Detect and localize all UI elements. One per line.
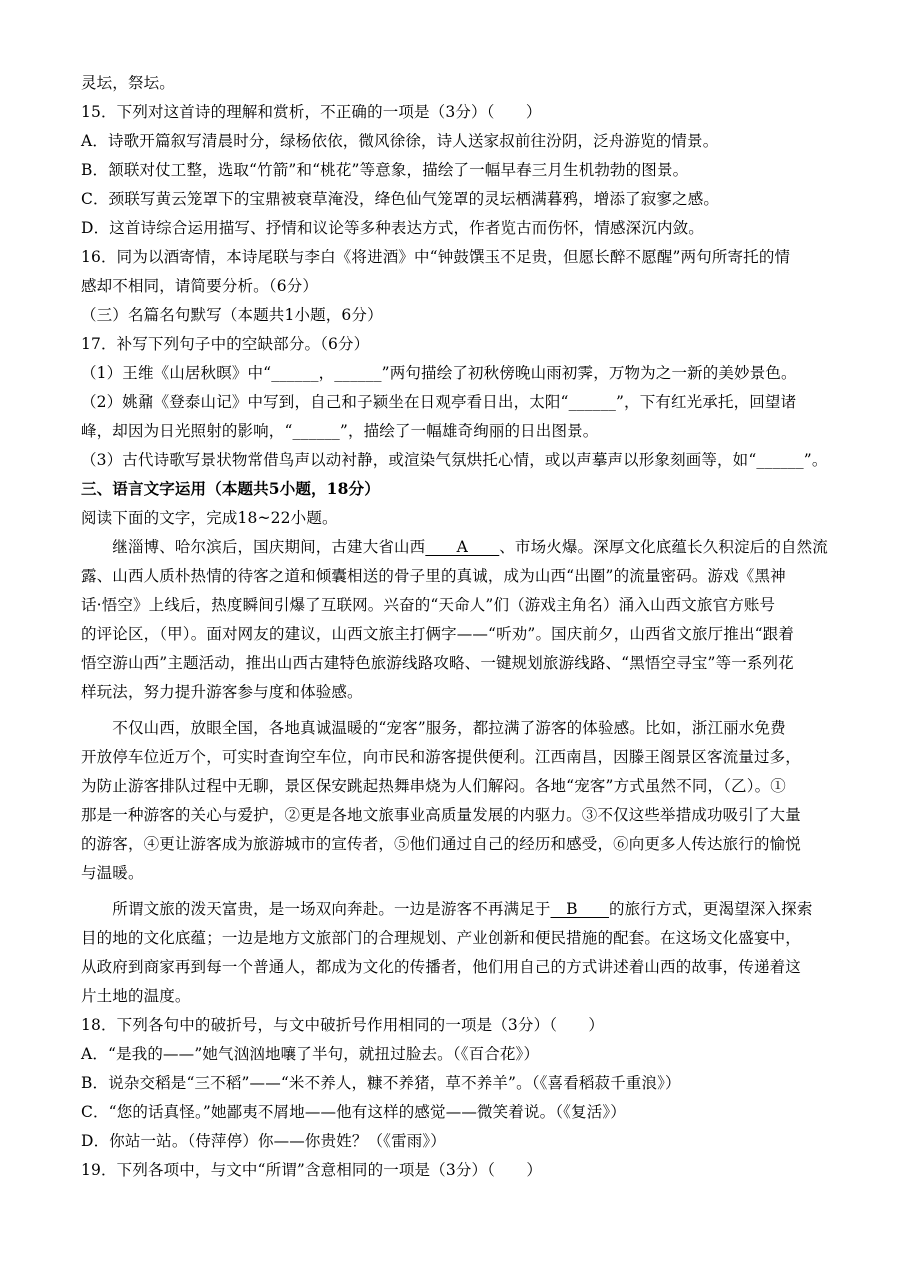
passage-line: 那是一种游客的关心与爱护，②更是各地文旅事业高质量发展的内驱力。③不仅这些举措成功吸引了大量 <box>81 806 801 824</box>
question-18-option-b: B．说杂交稻是“三不稻”——“米不养人，糠不养猪，草不养羊”。（《喜看稻菽千重浪》） <box>81 1074 681 1092</box>
question-17-item-1: （1）王维《山居秋暝》中“______，______”两句描绘了初秋傍晚山雨初霁，万物为之一新的美妙景色。 <box>81 364 797 382</box>
question-16-stem-cont: 感却不相同，请简要分析。（6分） <box>81 277 319 295</box>
passage-line: 话·悟空》上线后，热度瞬间引爆了互联网。兴奋的“天命人”们（游戏主角名）涌入山西文旅官方账号 <box>81 596 776 614</box>
passage-text: 、市场火爆。深厚文化底蕴长久积淀后的自然流 <box>499 538 828 556</box>
passage-line: 样玩法，努力提升游客参与度和体验感。 <box>81 683 363 701</box>
passage-line: 开放停车位近万个，可实时查询空车位，向市民和游客提供便利。江西南昌，因滕王阁景区客流量过多， <box>81 748 801 766</box>
passage-line: 不仅山西，放眼全国，各地真诚温暖的“宠客”服务，都拉满了游客的体验感。比如，浙江丽水免费 <box>81 719 786 737</box>
question-18-option-c: C．“您的话真怪。”她鄙夷不屑地——他有这样的感觉——微笑着说。（《复活》） <box>81 1103 626 1121</box>
section-heading-recitation: （三）名篇名句默写（本题共1小题，6分） <box>81 306 383 324</box>
passage-line: 的评论区，（甲）。面对网友的建议，山西文旅主打俩字——“听劝”。国庆前夕，山西省文旅厅推出“跟着 <box>81 625 794 643</box>
passage-text: 的旅行方式，更渴望深入探索 <box>609 900 813 918</box>
passage-line: 悟空游山西”主题活动，推出山西古建特色旅游线路攻略、一键规划旅游线路、“黑悟空寻宝”等一系列花 <box>81 654 794 672</box>
passage-line: 片土地的温度。 <box>81 987 191 1005</box>
question-18-stem: 18．下列各句中的破折号，与文中破折号作用相同的一项是（3分）（ ） <box>81 1016 605 1034</box>
question-17-item-2-cont: 峰，却因为日光照射的影响，“______”，描绘了一幅雄奇绚丽的日出图景。 <box>81 422 599 440</box>
question-15-option-c: C．颈联写黄云笼罩下的宝鼎被衰草淹没，绛色仙气笼罩的灵坛栖满暮鸦，增添了寂寥之感。 <box>81 190 720 208</box>
question-19-stem: 19．下列各项中，与文中“所谓”含意相同的一项是（3分）（ ） <box>81 1161 542 1179</box>
section-heading-language: 三、语言文字运用（本题共5小题，18分） <box>81 479 380 498</box>
passage-line: 与温暖。 <box>81 864 144 882</box>
passage-text: 继淄博、哈尔滨后，国庆期间，古建大省山西 <box>81 538 426 556</box>
question-17-item-3: （3）古代诗歌写景状物常借鸟声以动衬静，或渲染气氛烘托心情，或以声摹声以形象刻画等，如“______”。 <box>81 451 828 469</box>
passage-line: 从政府到商家再到每一个普通人，都成为文化的传播者，他们用自己的方式讲述着山西的故事，传递着这 <box>81 958 801 976</box>
question-16-stem: 16．同为以酒寄情，本诗尾联与李白《将进酒》中“钟鼓馔玉不足贵，但愿长醉不愿醒”两句所寄托的情 <box>81 248 791 266</box>
passage-text: 所谓文旅的泼天富贵，是一场双向奔赴。一边是游客不再满足于 <box>81 900 551 918</box>
blank-b: B <box>550 900 610 918</box>
blank-a: A <box>425 538 500 556</box>
annotation-line: 灵坛，祭坛。 <box>81 74 175 92</box>
question-17-item-2: （2）姚鼐《登泰山记》中写到，自己和子颍坐在日观亭看日出，太阳“______”，下有红光承托，回望诸 <box>81 393 797 411</box>
reading-instruction: 阅读下面的文字，完成18~22小题。 <box>81 509 338 527</box>
question-15-option-d: D．这首诗综合运用描写、抒情和议论等多种表达方式，作者览古而伤怀，情感深沉内敛。 <box>81 219 704 237</box>
question-18-option-a: A．“是我的——”她气汹汹地嚷了半句，就扭过脸去。（《百合花》） <box>81 1045 540 1063</box>
question-18-option-d: D．你站一站。（侍萍停）你——你贵姓？（《雷雨》） <box>81 1132 446 1150</box>
passage-line: 为防止游客排队过程中无聊，景区保安跳起热舞串烧为人们解闷。各地“宠客”方式虽然不同，（乙）。① <box>81 777 786 795</box>
question-15-option-b: B．颔联对仗工整，选取“竹箭”和“桃花”等意象，描绘了一幅早春三月生机勃勃的图景。 <box>81 161 689 179</box>
passage-line: 目的地的文化底蕴；一边是地方文旅部门的合理规划、产业创新和便民措施的配套。在这场文化盛宴中， <box>81 929 801 947</box>
passage-line <box>81 537 828 557</box>
question-15-option-a: A．诗歌开篇叙写清晨时分，绿杨依依，微风徐徐，诗人送家叔前往汾阴，泛舟游览的情景。 <box>81 132 719 150</box>
passage-line <box>81 899 821 919</box>
passage-line: 露、山西人质朴热情的待客之道和倾囊相送的骨子里的真诚，成为山西“出圈”的流量密码。游戏《黑神 <box>81 567 786 585</box>
passage-line: 的游客，④更让游客成为旅游城市的宣传者，⑤他们通过自己的经历和感受，⑥向更多人传达旅行的愉悦 <box>81 835 801 853</box>
question-17-stem: 17．补写下列句子中的空缺部分。（6分） <box>81 335 370 353</box>
question-15-stem: 15．下列对这首诗的理解和赏析，不正确的一项是（3分）（ ） <box>81 103 542 121</box>
